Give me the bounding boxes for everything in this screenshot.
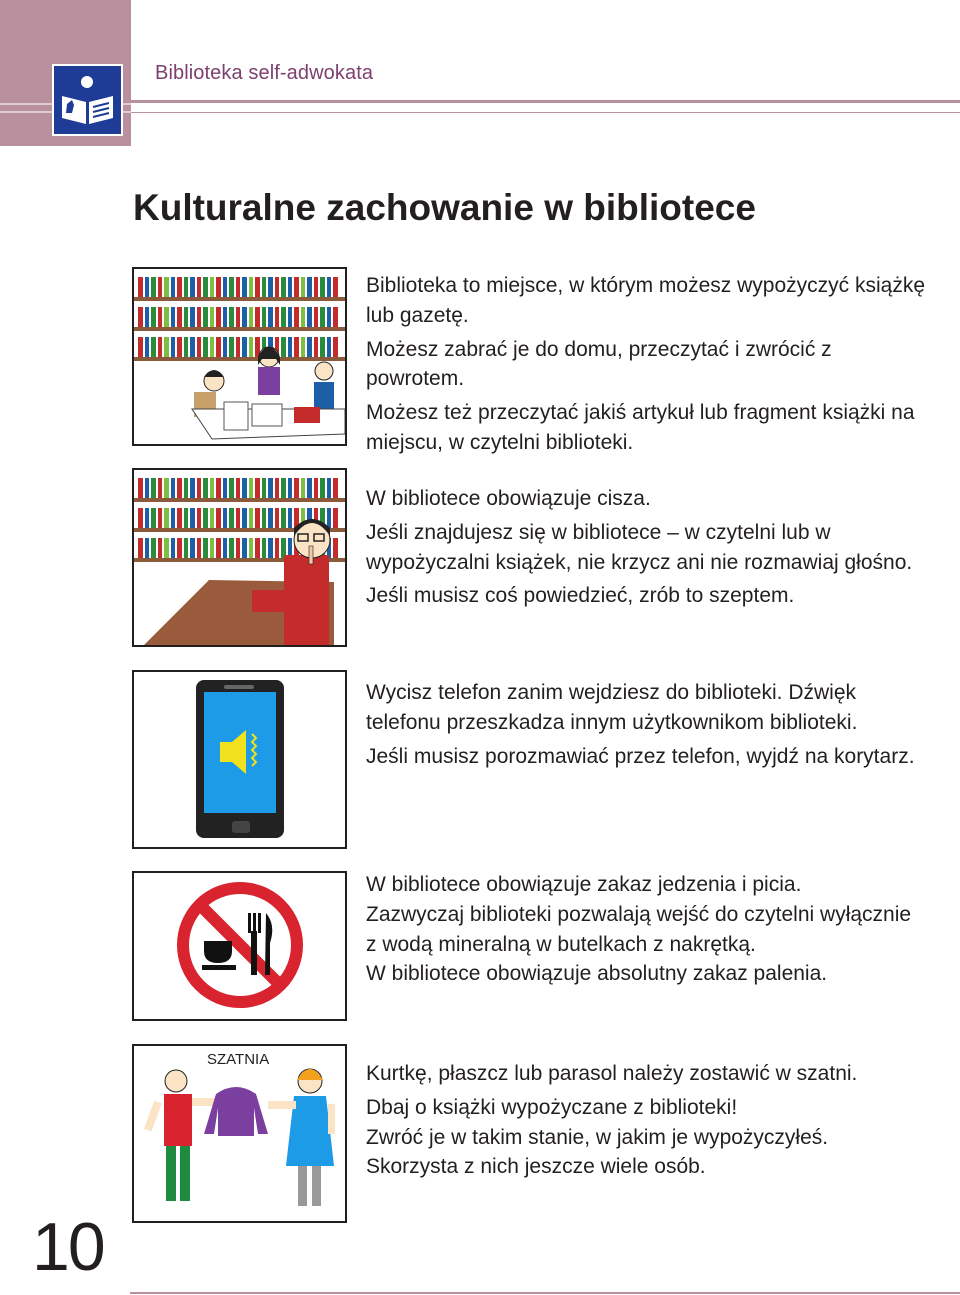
cloakroom-icon — [134, 1046, 345, 1221]
no-food-drink-icon — [134, 873, 345, 1019]
paragraph: Możesz zabrać je do domu, przeczytać i zwrócić z powrotem. — [366, 337, 832, 391]
illustration-no-food — [132, 871, 347, 1021]
header-title: Biblioteka self-adwokata — [155, 62, 374, 84]
paragraph: Skorzysta z nich jeszcze wiele osób. — [366, 1155, 706, 1179]
page-number: 10 — [32, 1209, 104, 1285]
illustration-phone — [132, 670, 347, 849]
footer-rule — [130, 1292, 960, 1294]
illustration-cloakroom — [132, 1044, 347, 1223]
illustration-reading-room — [132, 267, 347, 446]
paragraph: Wycisz telefon zanim wejdziesz do biblioteki. Dźwięk telefonu przeszkadza innym użytkownikom biblioteki. — [366, 681, 858, 734]
section-cloakroom — [366, 1059, 926, 1182]
header-rule — [131, 112, 960, 113]
section-phone — [366, 678, 926, 775]
page-title: Kulturalne zachowanie w bibliotece — [133, 187, 756, 228]
section-food — [366, 870, 926, 989]
paragraph: W bibliotece obowiązuje cisza. — [366, 487, 651, 510]
cloakroom-sign: SZATNIA — [207, 1051, 270, 1068]
paragraph: W bibliotece obowiązuje zakaz jedzenia i picia. — [366, 873, 802, 896]
bookshelf-icon — [134, 269, 345, 444]
paragraph: Możesz też przeczytać jakiś artykuł lub fragment książki na miejscu, w czytelni biblioteki. — [366, 401, 915, 454]
paragraph: W bibliotece obowiązuje absolutny zakaz palenia. — [366, 962, 828, 986]
paragraph: Jeśli musisz porozmawiać przez telefon, wyjdź na korytarz. — [366, 744, 915, 768]
easy-to-read-icon — [52, 64, 123, 136]
paragraph: Zwróć je w takim stanie, w jakim je wypożyczyłeś. — [366, 1125, 829, 1149]
section-silence — [366, 484, 926, 615]
section-library — [366, 271, 926, 462]
paragraph: Jeśli znajdujesz się w bibliotece – w czytelni lub w wypożyczalni książek, nie krzycz ani nie rozmawiaj głośno. — [366, 520, 913, 574]
paragraph: Biblioteka to miejsce, w którym możesz wypożyczyć książkę lub gazetę. — [366, 274, 925, 327]
paragraph: Kurtkę, płaszcz lub parasol należy zostawić w szatni. — [366, 1062, 858, 1085]
shush-icon — [134, 470, 345, 645]
paragraph: Zazwyczaj biblioteki pozwalają wejść do czytelni wyłącznie z wodą mineralną w butelkach z nakrętką. — [366, 902, 912, 956]
paragraph: Dbaj o książki wypożyczane z biblioteki! — [366, 1095, 738, 1119]
illustration-silence — [132, 468, 347, 647]
phone-speaker-icon — [134, 672, 345, 847]
paragraph: Jeśli musisz coś powiedzieć, zrób to szeptem. — [366, 584, 795, 608]
header-rule — [131, 100, 960, 103]
